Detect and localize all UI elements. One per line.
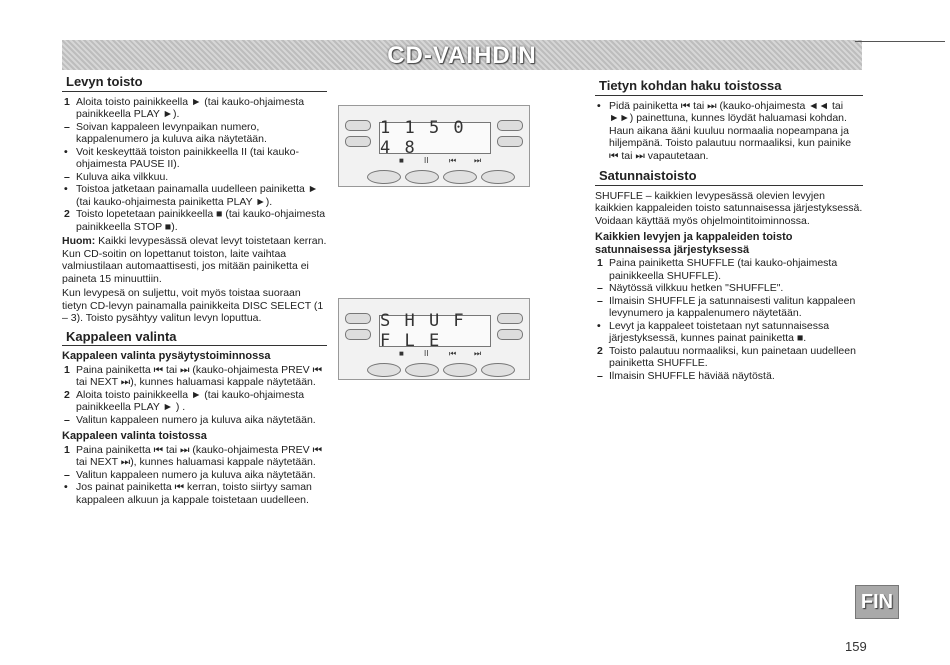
note-text: Kaikki levypesässä olevat levyt toistetaan kerran. Kun CD-soitin on lopettanut toiston, laite vaihtaa valmiustilaan automaattisesti, jos mitään painiketta ei paineta 15 minuuttiin. <box>62 235 327 285</box>
device-button <box>497 120 523 131</box>
device-button <box>345 136 371 147</box>
note-label: Huom: <box>62 235 96 247</box>
device-button <box>497 136 523 147</box>
disc-button <box>443 170 477 184</box>
cd-player-illustration <box>338 298 530 380</box>
page-number: 159 <box>845 639 867 654</box>
dash-text: Näytössä vilkkuu hetken "SHUFFLE". <box>609 282 784 294</box>
bullet-item: • Levyt ja kappaleet toistetaan nyt satunnaisessa järjestyksessä, kunnes painat painiketta ■. <box>597 319 830 344</box>
paragraph: Kun levypesä on suljettu, voit myös toistaa suoraan tietyn CD-levyn painamalla painikkeita DISC SELECT (1 – 3). Toisto pysähtyy valitun levyn loputtua. <box>62 287 324 324</box>
subheading: Kaikkien levyjen ja kappaleiden toisto satunnaisessa järjestyksessä <box>595 231 793 256</box>
step-number: 2 <box>597 344 603 357</box>
banner-rule <box>855 41 945 42</box>
step-2 <box>595 345 863 370</box>
heading-kappaleen-valinta: Kappaleen valinta <box>62 331 327 347</box>
step-text: Aloita toisto painikkeella ► (tai kauko-ohjaimesta painikkeella PLAY ►). <box>76 95 305 120</box>
bullet-text: Levyt ja kappaleet toistetaan nyt satunnaisessa järjestyksessä, kunnes painat painiketta ■. <box>609 319 830 344</box>
step-text: Toisto lopetetaan painikkeella ■ (tai kauko-ohjaimesta painikkeella STOP ■). <box>76 208 326 233</box>
step-2 <box>62 208 327 233</box>
disc-button <box>405 170 439 184</box>
dash-item: – Näytössä vilkkuu hetken "SHUFFLE". <box>597 282 784 294</box>
dash-text: Valitun kappaleen numero ja kuluva aika näytetään. <box>76 468 316 481</box>
disc-button <box>367 363 401 377</box>
dash-item: – Ilmaisin SHUFFLE ja satunnaisesti valitun kappaleen levynumero ja kappalenumero näytetään. <box>597 294 856 319</box>
dash-item: – Ilmaisin SHUFFLE häviää näytöstä. <box>597 369 775 382</box>
step-1 <box>595 257 863 282</box>
step-text: Paina painiketta ⏮ tai ⏭ (kauko-ohjaimesta PREV ⏮ tai NEXT ⏭), kunnes haluamasi kappale näytetään. <box>76 363 323 388</box>
disc-button <box>481 170 515 184</box>
dash-text: Ilmaisin SHUFFLE ja satunnaisesti valitun kappaleen levynumero ja kappalenumero näytetään. <box>609 294 856 319</box>
step-number: 1 <box>64 363 70 376</box>
dash-text: Ilmaisin SHUFFLE häviää näytöstä. <box>609 369 775 382</box>
next-icon: ⏭ <box>474 156 482 165</box>
bullet-item: • Voit keskeyttää toiston painikkeella II (tai kauko-ohjaimesta PAUSE II). <box>64 145 299 170</box>
subheading: Kappaleen valinta pysäytystoiminnossa <box>62 350 271 362</box>
device-button <box>497 329 523 340</box>
cd-player-illustration <box>338 105 530 187</box>
paragraph: SHUFFLE – kaikkien levypesässä olevien levyjen kaikkien kappaleiden toisto satunnaisessa järjestyksessä. Voidaan käyttää myös ohjelmointitoiminnossa. <box>595 189 863 227</box>
device-button <box>345 120 371 131</box>
step-number: 1 <box>597 257 603 269</box>
device-button <box>345 313 371 324</box>
stop-icon: ■ <box>399 349 404 358</box>
step-number: 2 <box>64 208 70 220</box>
step-text: Paina painiketta ⏮ tai ⏭ (kauko-ohjaimesta PREV ⏮ tai NEXT ⏭), kunnes haluamasi kappale näytetään. <box>76 443 323 468</box>
disc-button <box>481 363 515 377</box>
disc-button <box>443 363 477 377</box>
prev-icon: ⏮ <box>449 156 457 165</box>
stop-icon: ■ <box>399 156 404 165</box>
bullet-text: Voit keskeyttää toiston painikkeella II (tai kauko-ohjaimesta PAUSE II). <box>76 145 299 170</box>
dash-text: Kuluva aika vilkkuu. <box>76 170 169 183</box>
heading-haku: Tietyn kohdan haku toistossa <box>595 80 863 96</box>
step-text: Toisto palautuu normaaliksi, kun painetaan uudelleen painiketta SHUFFLE. <box>609 344 856 369</box>
display-readout: 1 1 5 0 4 8 <box>379 122 491 154</box>
step-text: Paina painiketta SHUFFLE (tai kauko-ohjaimesta painikkeella SHUFFLE). <box>609 257 838 282</box>
right-column <box>595 80 863 382</box>
dash-item: – Valitun kappaleen numero ja kuluva aika näytetään. <box>64 413 316 426</box>
subheading: Kappaleen valinta toistossa <box>62 430 207 442</box>
bullet-item: • Jos painat painiketta ⏮ kerran, toisto siirtyy saman kappaleen alkuun ja kappale toistetaan uudelleen. <box>64 481 312 506</box>
bullet-text: Pidä painiketta ⏮ tai ⏭ (kauko-ohjaimesta ◄◄ tai ►►) painettuna, kunnes löydät haluamasi kohdan. Haun aikana ääni kuuluu normaalia nopeampana ja hiljempänä. Toisto palautuu normaaliksi, kun painike ⏮ tai ⏭ vapautetaan. <box>609 99 852 162</box>
bullet-text: Jos painat painiketta ⏮ kerran, toisto siirtyy saman kappaleen alkuun ja kappale toistetaan uudelleen. <box>76 481 312 506</box>
bullet-item: • Toistoa jatketaan painamalla uudelleen painiketta ► (tai kauko-ohjaimesta painiketta PLAY ►). <box>64 183 319 208</box>
step-number: 1 <box>64 443 70 456</box>
step-2 <box>62 389 327 414</box>
banner-title: CD-VAIHDIN <box>387 42 537 69</box>
note <box>62 235 327 285</box>
pause-icon: II <box>424 349 429 358</box>
step-text: Aloita toisto painikkeella ► (tai kauko-ohjaimesta painikkeella PLAY ► ) . <box>76 388 305 413</box>
prev-icon: ⏮ <box>449 349 457 358</box>
heading-levyn-toisto: Levyn toisto <box>62 76 327 92</box>
page-banner <box>62 40 862 70</box>
dash-text: Soivan kappaleen levynpaikan numero, kappalenumero ja kuluva aika näytetään. <box>76 120 267 145</box>
bullet-item: • Pidä painiketta ⏮ tai ⏭ (kauko-ohjaimesta ◄◄ tai ►►) painettuna, kunnes löydät haluamasi kohdan. Haun aikana ääni kuuluu normaalia nopeampana ja hiljempänä. Toisto palautuu normaaliksi, kun painike ⏮ tai ⏭ vapautetaan. <box>597 99 852 162</box>
dash-item: – Kuluva aika vilkkuu. <box>64 170 169 183</box>
step-1 <box>62 444 327 469</box>
dash-item: – Soivan kappaleen levynpaikan numero, kappalenumero ja kuluva aika näytetään. <box>64 120 267 145</box>
dash-item: – Valitun kappaleen numero ja kuluva aika näytetään. <box>64 468 316 481</box>
device-button <box>497 313 523 324</box>
disc-button <box>367 170 401 184</box>
pause-icon: II <box>424 156 429 165</box>
left-column <box>62 76 327 506</box>
disc-button <box>405 363 439 377</box>
display-readout: S H U F F L E <box>379 315 491 347</box>
step-number: 2 <box>64 388 70 401</box>
step-1 <box>62 364 327 389</box>
dash-text: Valitun kappaleen numero ja kuluva aika näytetään. <box>76 413 316 426</box>
step-1 <box>62 96 327 121</box>
device-button <box>345 329 371 340</box>
language-tab: FIN <box>855 585 899 619</box>
next-icon: ⏭ <box>474 349 482 358</box>
heading-satunnaistoisto: Satunnaistoisto <box>595 170 863 186</box>
bullet-text: Toistoa jatketaan painamalla uudelleen painiketta ► (tai kauko-ohjaimesta painiketta PLAY ►). <box>76 183 319 208</box>
step-number: 1 <box>64 95 70 108</box>
